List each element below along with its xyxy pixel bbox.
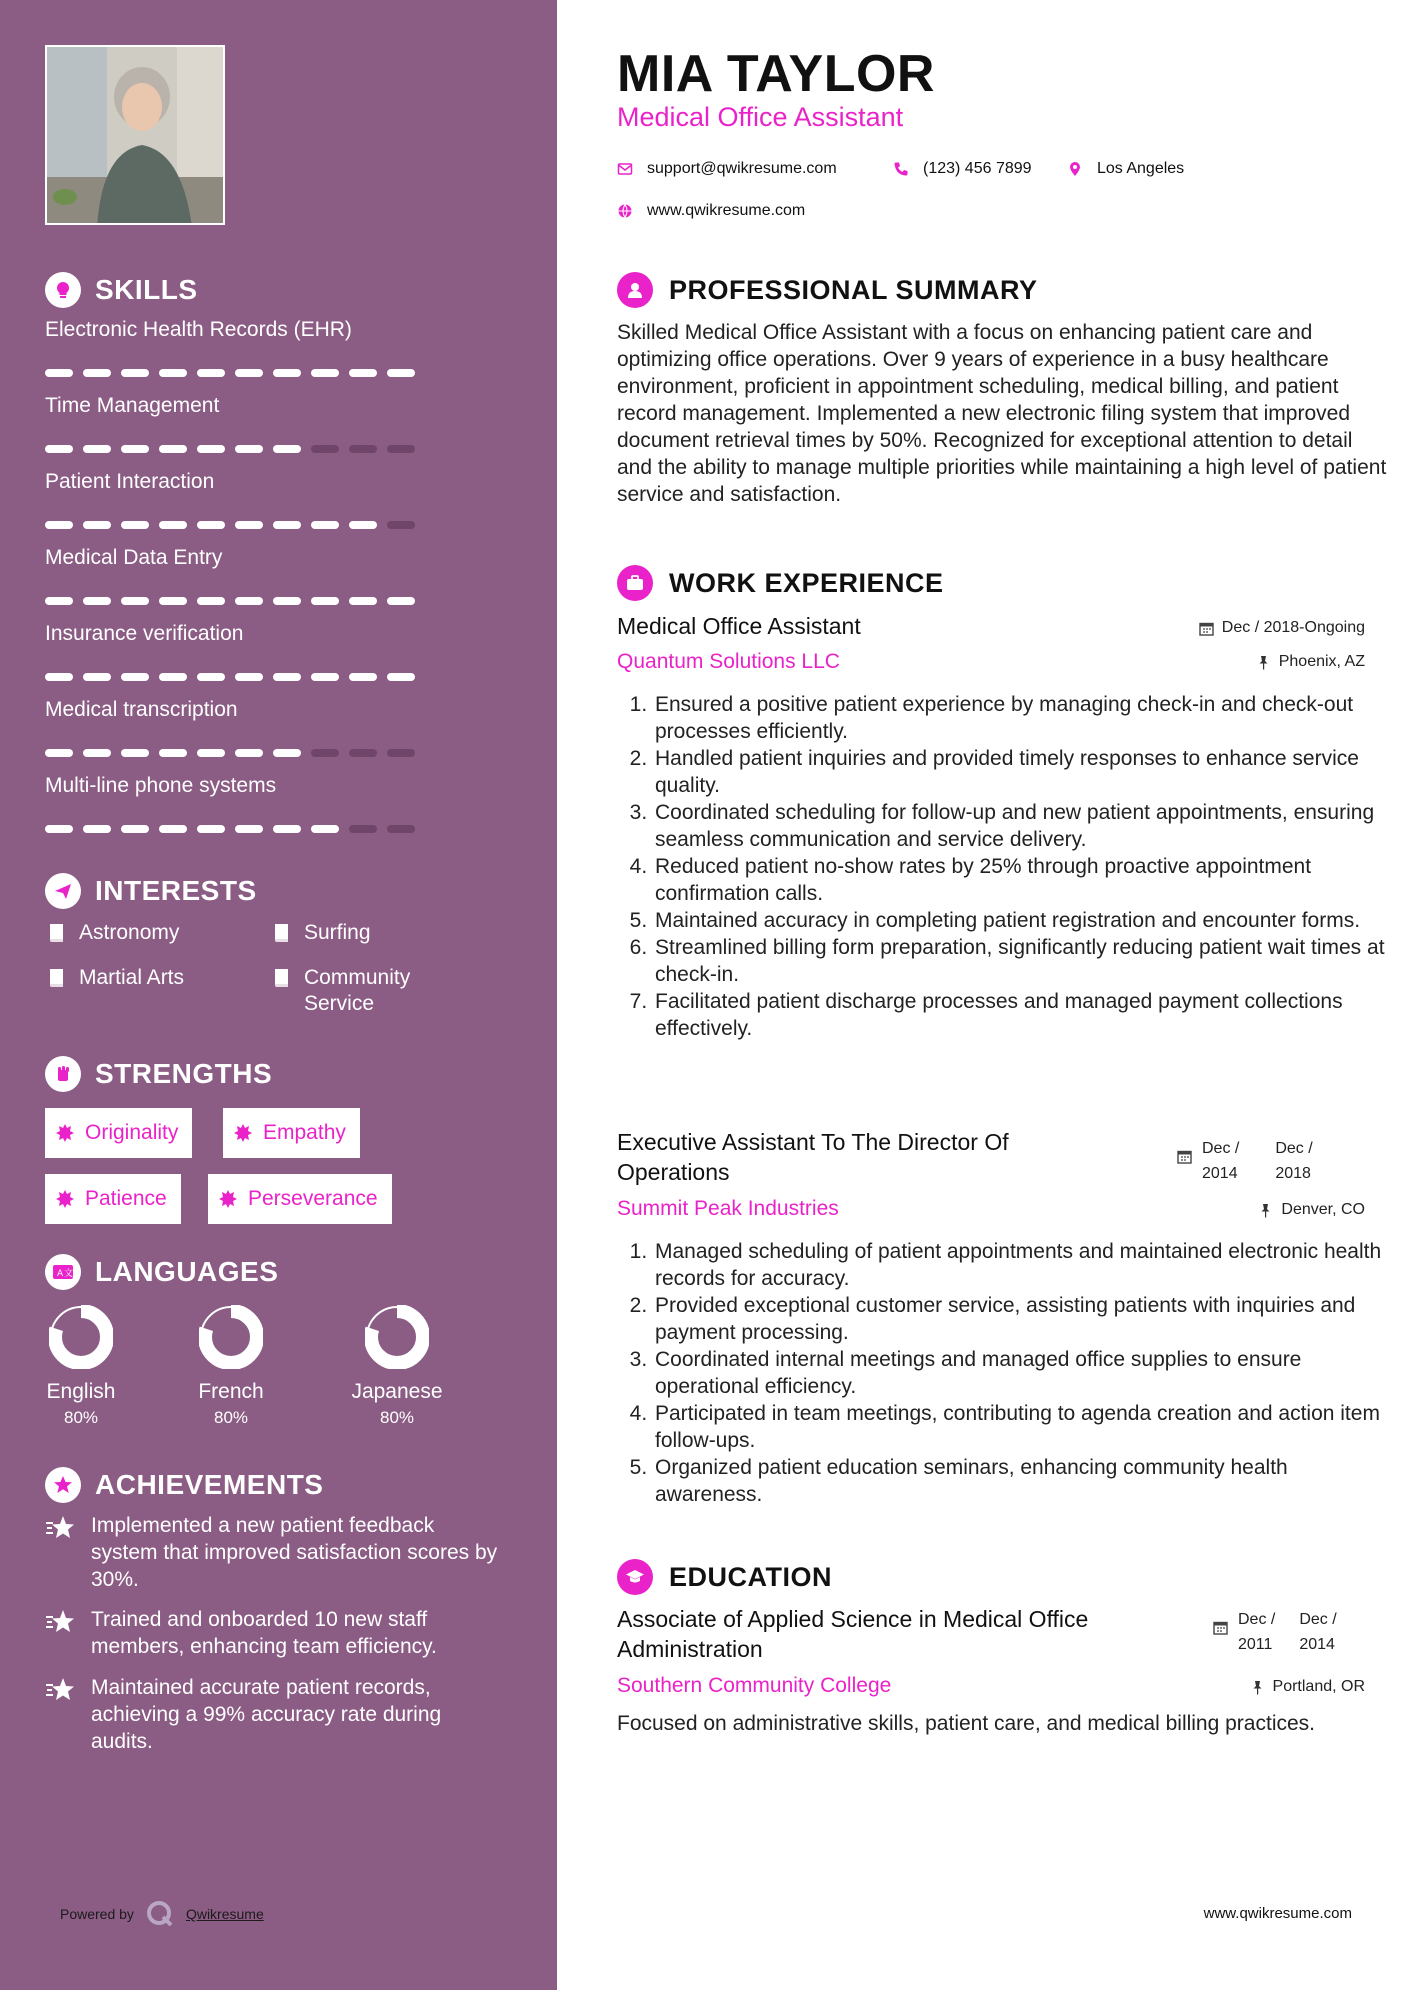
skill-level-bar <box>45 673 445 681</box>
badge-icon <box>55 1123 75 1143</box>
calendar-icon <box>1213 1620 1228 1635</box>
language-percent: 80% <box>213 1408 249 1427</box>
duty-item: 1. Ensured a positive patient experience by managing check-in and check-out processes efficiently. <box>653 691 1385 745</box>
location-pin-icon <box>1067 161 1083 177</box>
education-heading <box>617 1559 832 1595</box>
job-duties <box>635 1238 1385 1508</box>
skill-level-segment <box>387 445 415 453</box>
education-location <box>1250 1678 1365 1696</box>
briefcase-icon <box>617 565 653 601</box>
skill-level-segment <box>159 749 187 757</box>
job-dates <box>1199 619 1365 637</box>
achievement-star-icon <box>45 1676 77 1704</box>
date-start-year: 2014 <box>1202 1165 1238 1182</box>
qwikresume-logo-icon <box>146 1900 174 1928</box>
job-location-text: Denver, CO <box>1281 1201 1365 1218</box>
skill-level-segment <box>159 825 187 833</box>
date-end <box>1275 1136 1312 1186</box>
language-proficiency-donut <box>365 1305 429 1369</box>
languages-title: LANGUAGES <box>95 1256 279 1287</box>
skill-level-segment <box>121 597 149 605</box>
date-end-year: 2014 <box>1299 1636 1335 1653</box>
education-description: Focused on administrative skills, patient care, and medical billing practices. <box>617 1712 1315 1735</box>
skill-level-segment <box>121 825 149 833</box>
skill-label: Electronic Health Records (EHR) <box>45 318 352 341</box>
lightbulb-icon <box>45 272 81 308</box>
skill-level-segment <box>273 825 301 833</box>
skill-item <box>45 394 445 453</box>
svg-text:文: 文 <box>64 1269 74 1279</box>
calendar-icon <box>1177 1149 1192 1164</box>
skill-level-bar <box>45 825 445 833</box>
skill-level-segment <box>159 369 187 377</box>
achievement-text: Implemented a new patient feedback system that improved satisfaction scores by 30%. <box>91 1514 498 1591</box>
language-item <box>332 1305 462 1428</box>
skill-level-segment <box>273 597 301 605</box>
date-start <box>1238 1607 1275 1657</box>
duty-item: 2. Provided exceptional customer service, assisting patients with inquiries and payment processing. <box>653 1292 1385 1346</box>
skill-level-segment <box>121 673 149 681</box>
star-icon <box>45 1467 81 1503</box>
job-location-text: Phoenix, AZ <box>1278 653 1365 670</box>
job-title: Medical Office Assistant <box>617 613 861 639</box>
profile-photo <box>45 45 225 225</box>
job-location <box>1258 1201 1365 1219</box>
skill-level-bar <box>45 369 445 377</box>
skill-level-segment <box>387 521 415 529</box>
skill-level-segment <box>45 749 73 757</box>
badge-icon <box>218 1189 238 1209</box>
location-text: Los Angeles <box>1097 160 1185 177</box>
strength-badge <box>208 1174 392 1224</box>
skill-level-segment <box>197 749 225 757</box>
experience-heading <box>617 565 944 601</box>
skill-level-segment <box>387 369 415 377</box>
skill-level-segment <box>83 521 111 529</box>
skill-level-segment <box>83 825 111 833</box>
skill-level-segment <box>121 445 149 453</box>
skill-level-segment <box>45 673 73 681</box>
graduation-icon <box>617 1559 653 1595</box>
website-text: www.qwikresume.com <box>647 202 806 219</box>
user-icon <box>617 272 653 308</box>
interest-item <box>45 920 179 946</box>
interest-label: Surfing <box>304 921 371 944</box>
skill-level-segment <box>311 445 339 453</box>
language-item <box>16 1305 146 1428</box>
achievement-item <box>45 1606 505 1660</box>
skill-level-bar <box>45 749 445 757</box>
footer-url[interactable]: www.qwikresume.com <box>1203 1905 1352 1922</box>
skill-level-segment <box>311 597 339 605</box>
translate-icon <box>45 1254 81 1290</box>
language-name: Japanese <box>351 1380 443 1403</box>
skill-level-segment <box>349 521 377 529</box>
skill-level-bar <box>45 521 445 529</box>
skill-level-segment <box>349 673 377 681</box>
qwikresume-link[interactable]: Qwikresume <box>185 1906 264 1922</box>
interests-title: INTERESTS <box>95 875 257 906</box>
language-percent: 80% <box>63 1408 99 1427</box>
contact-email[interactable] <box>617 160 837 178</box>
skill-level-segment <box>45 445 73 453</box>
strength-label: Empathy <box>263 1121 346 1144</box>
skill-level-segment <box>273 521 301 529</box>
book-icon <box>270 922 292 944</box>
fist-icon <box>45 1056 81 1092</box>
strength-badge <box>223 1108 360 1158</box>
skill-level-segment <box>273 749 301 757</box>
duty-item: 2. Handled patient inquiries and provided timely responses to enhance service quality. <box>653 745 1385 799</box>
skill-level-segment <box>273 445 301 453</box>
skill-label: Medical Data Entry <box>45 546 223 569</box>
skill-level-segment <box>121 521 149 529</box>
achievement-star-icon <box>45 1514 77 1542</box>
company-name: Summit Peak Industries <box>617 1197 839 1220</box>
skill-level-segment <box>273 673 301 681</box>
achievement-item <box>45 1674 505 1755</box>
skill-level-segment <box>197 825 225 833</box>
skill-level-segment <box>197 597 225 605</box>
skill-level-segment <box>197 521 225 529</box>
language-name: English <box>46 1380 116 1403</box>
skill-level-segment <box>273 369 301 377</box>
badge-icon <box>233 1123 253 1143</box>
skill-item <box>45 774 445 833</box>
skill-level-segment <box>311 825 339 833</box>
date-end-month: Dec / <box>1299 1611 1337 1628</box>
duty-item: 4. Reduced patient no-show rates by 25% through proactive appointment confirmation calls. <box>653 853 1385 907</box>
duty-item: 3. Coordinated scheduling for follow-up and new patient appointments, ensuring seamless communication and service delivery. <box>653 799 1385 853</box>
language-proficiency-donut <box>49 1305 113 1369</box>
pushpin-icon <box>1250 1680 1265 1695</box>
strength-label: Patience <box>85 1187 167 1210</box>
skill-level-segment <box>159 445 187 453</box>
book-icon <box>270 967 292 989</box>
skill-level-segment <box>349 749 377 757</box>
skill-level-segment <box>311 673 339 681</box>
experience-title: WORK EXPERIENCE <box>669 567 944 598</box>
duty-item: 1. Managed scheduling of patient appointments and maintained electronic health records for accuracy. <box>653 1238 1385 1292</box>
sidebar <box>0 0 557 1990</box>
achievements-heading <box>45 1467 323 1503</box>
skill-level-segment <box>197 673 225 681</box>
skill-level-segment <box>83 369 111 377</box>
skill-level-segment <box>83 445 111 453</box>
strengths-title: STRENGTHS <box>95 1058 273 1089</box>
skill-level-bar <box>45 597 445 605</box>
skill-level-segment <box>349 369 377 377</box>
skill-level-segment <box>121 749 149 757</box>
skill-label: Time Management <box>45 394 220 417</box>
skills-heading <box>45 272 198 308</box>
summary-title: PROFESSIONAL SUMMARY <box>669 274 1038 305</box>
paper-plane-icon <box>45 873 81 909</box>
envelope-icon <box>617 161 633 177</box>
skills-title: SKILLS <box>95 274 198 305</box>
candidate-title: Medical Office Assistant <box>617 102 904 132</box>
date-end-month: Dec / <box>1275 1140 1313 1157</box>
skill-item <box>45 546 445 605</box>
pushpin-icon <box>1258 1203 1273 1218</box>
interest-item <box>45 965 184 991</box>
achievement-text: Maintained accurate patient records, achieving a 99% accuracy rate during audits. <box>91 1676 442 1753</box>
strength-label: Originality <box>85 1121 179 1144</box>
job-duties <box>635 691 1385 1042</box>
duty-item: 5. Organized patient education seminars, enhancing community health awareness. <box>653 1454 1385 1508</box>
contact-website[interactable] <box>617 202 805 220</box>
language-proficiency-donut <box>199 1305 263 1369</box>
date-start-year: 2011 <box>1238 1636 1273 1653</box>
skill-level-segment <box>197 369 225 377</box>
skill-level-segment <box>349 597 377 605</box>
duty-item: 4. Participated in team meetings, contributing to agenda creation and action item follow-ups. <box>653 1400 1385 1454</box>
skill-level-segment <box>235 825 263 833</box>
book-icon <box>45 967 67 989</box>
interest-item <box>270 920 371 946</box>
skill-level-segment <box>235 597 263 605</box>
education-dates <box>1213 1607 1337 1657</box>
skill-level-segment <box>121 369 149 377</box>
interest-item <box>270 965 444 1017</box>
email-text: support@qwikresume.com <box>647 160 837 177</box>
skill-level-segment <box>45 521 73 529</box>
skill-level-segment <box>197 445 225 453</box>
achievement-star-icon <box>45 1608 77 1636</box>
skill-level-segment <box>235 445 263 453</box>
skill-level-segment <box>235 369 263 377</box>
pushpin-icon <box>1256 655 1271 670</box>
calendar-icon <box>1199 621 1214 636</box>
skill-level-segment <box>235 673 263 681</box>
interest-label: Astronomy <box>79 921 180 944</box>
skill-label: Patient Interaction <box>45 470 215 493</box>
skill-item <box>45 470 445 529</box>
language-name: French <box>198 1380 264 1403</box>
education-location-text: Portland, OR <box>1272 1678 1365 1695</box>
skill-level-segment <box>235 521 263 529</box>
powered-by <box>60 1900 264 1928</box>
skill-level-segment <box>311 369 339 377</box>
candidate-name: MIA TAYLOR <box>617 45 935 103</box>
phone-icon <box>893 161 909 177</box>
job-location <box>1256 653 1365 671</box>
duty-item: 6. Streamlined billing form preparation, significantly reducing patient wait times at check-in. <box>653 934 1385 988</box>
languages-heading <box>45 1254 278 1290</box>
duty-item: 7. Facilitated patient discharge processes and managed payment collections effectively. <box>653 988 1385 1042</box>
skill-level-segment <box>387 749 415 757</box>
education-title: EDUCATION <box>669 1561 832 1592</box>
summary-text: Skilled Medical Office Assistant with a focus on enhancing patient care and optimizing office operations. Over 9 years of experience in a busy healthcare environment, proficient in appointment scheduling, medical billing, and patient record management. Implemented a new electronic filing system that improved document retrieval times by 50%. Recognized for exceptional attention to detail and the ability to manage multiple priorities while maintaining a high level of patient service and satisfaction. <box>617 321 1387 506</box>
strength-badge <box>45 1174 181 1224</box>
skill-level-segment <box>311 521 339 529</box>
skill-level-segment <box>83 749 111 757</box>
achievements-title: ACHIEVEMENTS <box>95 1469 324 1500</box>
achievement-text: Trained and onboarded 10 new staff members, enhancing team efficiency. <box>91 1608 437 1658</box>
date-end-year: 2018 <box>1275 1165 1311 1182</box>
date-start-month: Dec / <box>1202 1140 1240 1157</box>
skill-level-segment <box>387 825 415 833</box>
skill-item <box>45 698 445 757</box>
contact-phone[interactable] <box>893 160 1032 178</box>
skill-level-segment <box>83 673 111 681</box>
job-dates <box>1177 1136 1313 1186</box>
company-name: Quantum Solutions LLC <box>617 650 840 673</box>
svg-text:A: A <box>57 1269 64 1279</box>
date-end <box>1299 1607 1336 1657</box>
skill-level-segment <box>45 369 73 377</box>
profile-photo-illustration <box>47 47 225 225</box>
main-content <box>557 0 1407 1990</box>
strength-label: Perseverance <box>248 1187 378 1210</box>
date-start-month: Dec / <box>1238 1611 1276 1628</box>
phone-text: (123) 456 7899 <box>923 160 1032 177</box>
skill-label: Insurance verification <box>45 622 244 645</box>
skill-level-segment <box>311 749 339 757</box>
language-percent: 80% <box>379 1408 415 1427</box>
achievement-item <box>45 1512 505 1593</box>
degree-title: Associate of Applied Science in Medical Office Administration <box>617 1606 1089 1662</box>
language-item <box>166 1305 296 1428</box>
strengths-heading <box>45 1056 272 1092</box>
book-icon <box>45 922 67 944</box>
skill-level-segment <box>159 521 187 529</box>
skill-level-segment <box>387 597 415 605</box>
skill-item <box>45 622 445 681</box>
powered-by-label: Powered by <box>60 1906 134 1922</box>
globe-icon <box>617 203 633 219</box>
skill-level-segment <box>159 597 187 605</box>
interests-heading <box>45 873 257 909</box>
job-dates-text: Dec / 2018-Ongoing <box>1221 619 1365 636</box>
strength-badge <box>45 1108 192 1158</box>
summary-heading <box>617 272 1038 308</box>
contact-location <box>1067 160 1184 178</box>
skill-label: Medical transcription <box>45 698 238 721</box>
skill-label: Multi-line phone systems <box>45 774 277 797</box>
duty-item: 3. Coordinated internal meetings and managed office supplies to ensure operational efficiency. <box>653 1346 1385 1400</box>
job-title: Executive Assistant To The Director Of Operations <box>617 1129 1009 1185</box>
skill-level-segment <box>387 673 415 681</box>
date-start <box>1202 1136 1239 1186</box>
skill-level-segment <box>349 825 377 833</box>
interest-label: Community Service <box>304 966 411 1015</box>
skill-item <box>45 318 445 377</box>
badge-icon <box>55 1189 75 1209</box>
skill-level-segment <box>45 597 73 605</box>
duty-item: 5. Maintained accuracy in completing patient registration and encounter forms. <box>653 907 1385 934</box>
skill-level-segment <box>349 445 377 453</box>
skill-level-segment <box>235 749 263 757</box>
skill-level-segment <box>159 673 187 681</box>
skill-level-segment <box>45 825 73 833</box>
interest-label: Martial Arts <box>79 966 185 989</box>
skill-level-bar <box>45 445 445 453</box>
school-name: Southern Community College <box>617 1674 892 1697</box>
skill-level-segment <box>83 597 111 605</box>
